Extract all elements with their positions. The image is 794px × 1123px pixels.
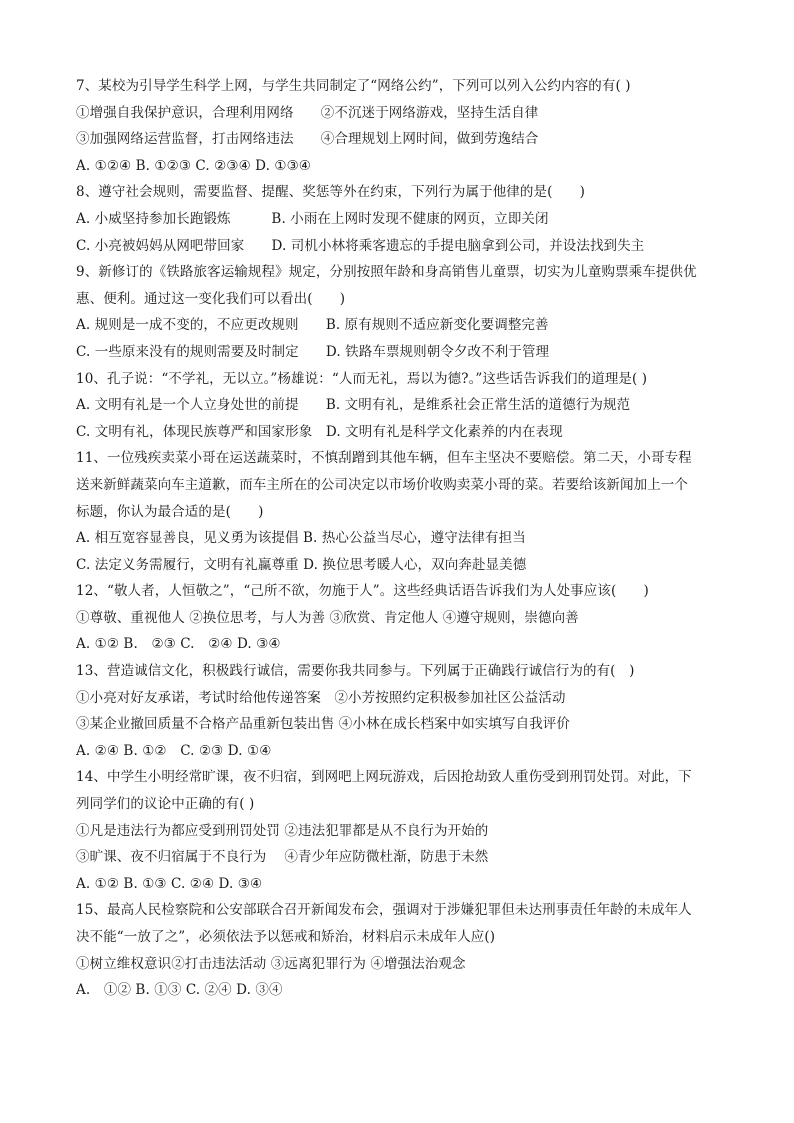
answer-choices: A. ①② B. ①③ C. ②④ D. ③④ — [76, 982, 283, 999]
question-7 — [76, 73, 746, 179]
answer-choices: A. ①② B. ①③ C. ②④ D. ③④ — [76, 875, 263, 892]
answer-choices: A. ②④ B. ①② C. ②③ D. ①④ — [76, 742, 272, 759]
option-line: ①树立维权意识②打击违法活动 ③远离犯罪行为 ④增强法治观念 — [76, 955, 466, 972]
question-stem: 14、中学生小明经常旷课，夜不归宿，到网吧上网玩游戏，后因抢劫致人重伤受到刑罚处罚。对此，下 — [76, 769, 692, 786]
answer-choices: C. 小亮被妈妈从网吧带回家 D. 司机小林将乘客遗忘的手提电脑拿到公司，并设法找到失主 — [76, 237, 645, 254]
question-stem: 惠、便利。通过这一变化我们可以看出( ) — [76, 290, 346, 307]
answer-choices: C. 一些原来没有的规则需要及时制定 D. 铁路车票规则朝令夕改不利于管理 — [76, 343, 550, 360]
option-line: ①尊敬、重视他人 ②换位思考，与人为善 ③欣赏、肯定他人 ④遵守规则，崇德向善 — [76, 609, 579, 626]
question-stem: 决不能“一放了之”，必须依法予以惩戒和矫治，材料启示未成年人应() — [76, 929, 496, 945]
question-list — [76, 73, 746, 1004]
question-stem: 列同学们的议论中正确的有( ) — [76, 796, 255, 813]
question-stem: 12、“敬人者，人恒敬之”，“己所不欲，勿施于人”。这些经典话语告诉我们为人处事应该( ) — [76, 583, 649, 600]
question-8 — [76, 179, 746, 259]
answer-choices: A. 相互宽容显善良，见义勇为该提倡 B. 热心公益当尽心，遵守法律有担当 — [76, 530, 526, 547]
option-line: ①凡是违法行为都应受到刑罚处罚 ②违法犯罪都是从不良行为开始的 — [76, 822, 489, 839]
option-line: ③旷课、夜不归宿属于不良行为 ④青少年应防微杜渐，防患于未然 — [76, 849, 489, 866]
option-line: ③加强网络运营监督，打击网络违法 ④合理规划上网时间，做到劳逸结合 — [76, 131, 539, 148]
question-stem: 15、最高人民检察院和公安部联合召开新闻发布会，强调对于涉嫌犯罪但未达刑事责任年龄的未成年人 — [76, 902, 692, 919]
question-stem: 8、遵守社会规则，需要监督、提醒、奖惩等外在约束，下列行为属于他律的是( ) — [76, 184, 586, 201]
answer-choices: C. 文明有礼，体现民族尊严和国家形象 D. 文明有礼是科学文化素养的内在表现 — [76, 423, 563, 440]
question-stem: 7、某校为引导学生科学上网，与学生共同制定了“网络公约”，下列可以列入公约内容的有( ) — [76, 78, 631, 94]
question-11 — [76, 445, 746, 578]
question-stem: 11、一位残疾卖菜小哥在运送蔬菜时，不慎刮蹭到其他车辆，但车主坚决不要赔偿。第二天，小哥专程 — [76, 450, 692, 467]
question-12 — [76, 578, 746, 658]
answer-choices: A. ①②④ B. ①②③ C. ②③④ D. ①③④ — [76, 157, 311, 174]
answer-choices: A. 小威坚持参加长跑锻炼 B. 小雨在上网时发现不健康的网页，立即关闭 — [76, 210, 549, 227]
question-stem: 10、孔子说：“不学礼，无以立。”杨雄说：“人而无礼，焉以为德?。”这些话告诉我们的道理是( ) — [76, 370, 648, 387]
option-line: ①增强自我保护意识，合理利用网络 ②不沉迷于网络游戏，坚持生活自律 — [76, 104, 539, 121]
option-line: ③某企业撤回质量不合格产品重新包装出售 ④小林在成长档案中如实填写自我评价 — [76, 716, 570, 733]
question-15 — [76, 897, 746, 1003]
answer-choices: A. ①② B. ②③ C. ②④ D. ③④ — [76, 636, 281, 653]
answer-choices: A. 规则是一成不变的，不应更改规则 B. 原有规则不适应新变化要调整完善 — [76, 317, 549, 334]
question-stem: 送来新鲜蔬菜向车主道歉，而车主所在的公司决定以市场价收购卖菜小哥的菜。若要给该新闻加上一个 — [76, 476, 688, 493]
answer-choices: A. 文明有礼是一个人立身处世的前提 B. 文明有礼，是维系社会正常生活的道德行为规范 — [76, 397, 631, 414]
option-line: ①小亮对好友承诺，考试时给他传递答案 ②小芳按照约定积极参加社区公益活动 — [76, 689, 566, 706]
question-stem: 9、新修订的《铁路旅客运输规程》规定，分别按照年龄和身高销售儿童票，切实为儿童购票乘车提供优 — [76, 264, 697, 281]
question-stem: 13、营造诚信文化，积极践行诚信，需要你我共同参与。下列属于正确践行诚信行为的有( ) — [76, 663, 635, 680]
question-14 — [76, 764, 746, 897]
question-stem: 标题，你认为最合适的是( ) — [76, 503, 264, 520]
question-10 — [76, 366, 746, 446]
question-9 — [76, 259, 746, 365]
question-13 — [76, 658, 746, 764]
answer-choices: C. 法定义务需履行，文明有礼赢尊重 D. 换位思考暖人心，双向奔赴显美德 — [76, 556, 527, 573]
